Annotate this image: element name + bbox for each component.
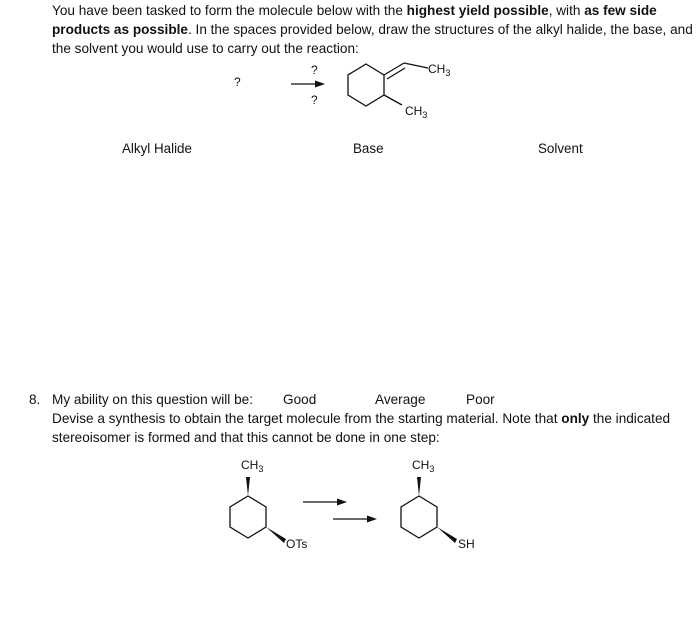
q8-synthesis-scheme bbox=[0, 455, 700, 555]
target-methyl: $CH_3$ bbox=[412, 458, 435, 474]
label-base: Base bbox=[353, 141, 384, 156]
product-molecule bbox=[348, 63, 428, 106]
start-methyl: $CH_3$ bbox=[241, 458, 264, 474]
q7-reaction-scheme bbox=[0, 55, 700, 130]
q8-text-bold: only bbox=[561, 411, 590, 426]
q7-intro-bold-1: highest yield possible bbox=[406, 3, 549, 18]
ability-option-poor[interactable]: Poor bbox=[466, 392, 495, 407]
start-wedge-bond bbox=[266, 527, 286, 543]
synthesis-arrow-1-icon bbox=[303, 499, 347, 506]
q7-intro-bold-2: as few side products as possible bbox=[52, 3, 657, 37]
reaction-arrow-icon bbox=[291, 81, 325, 88]
label-alkyl-halide: Alkyl Halide bbox=[122, 141, 192, 156]
q7-intro-2: , with bbox=[548, 3, 585, 18]
question-8-text bbox=[52, 409, 692, 447]
target-sh: SH bbox=[458, 537, 475, 551]
question-8-ability-prompt: My ability on this question will be: bbox=[52, 392, 253, 407]
ability-option-good[interactable]: Good bbox=[283, 392, 317, 407]
target-wedge-bond bbox=[437, 527, 457, 543]
product-ch3-bottom: $CH_3$ bbox=[405, 104, 428, 120]
reagent-above-placeholder: ? bbox=[311, 63, 318, 77]
question-7-text bbox=[52, 1, 697, 58]
q8-text-1: Devise a synthesis to obtain the target molecule from the starting material. Note that bbox=[52, 411, 562, 426]
synthesis-arrow-2-icon bbox=[333, 516, 377, 523]
product-ch3-top: $CH_3$ bbox=[428, 62, 451, 78]
start-ots: OTs bbox=[286, 537, 308, 551]
q7-intro-3: . In the spaces provided below, draw the structures of the alkyl halide, the base, and the solvent you would use to carry out the reaction: bbox=[52, 22, 693, 56]
question-8-number: 8. bbox=[29, 392, 41, 407]
ability-option-average[interactable]: Average bbox=[375, 392, 426, 407]
starting-material-molecule bbox=[230, 477, 266, 538]
reactant-placeholder: ? bbox=[234, 75, 241, 89]
q8-text-2: the indicated stereoisomer is formed and that this cannot be done in one step: bbox=[52, 411, 671, 445]
q7-intro-1: You have been tasked to form the molecule below with the bbox=[52, 3, 407, 18]
label-solvent: Solvent bbox=[538, 141, 583, 156]
target-molecule bbox=[401, 477, 437, 538]
reagent-below-placeholder: ? bbox=[311, 93, 318, 107]
